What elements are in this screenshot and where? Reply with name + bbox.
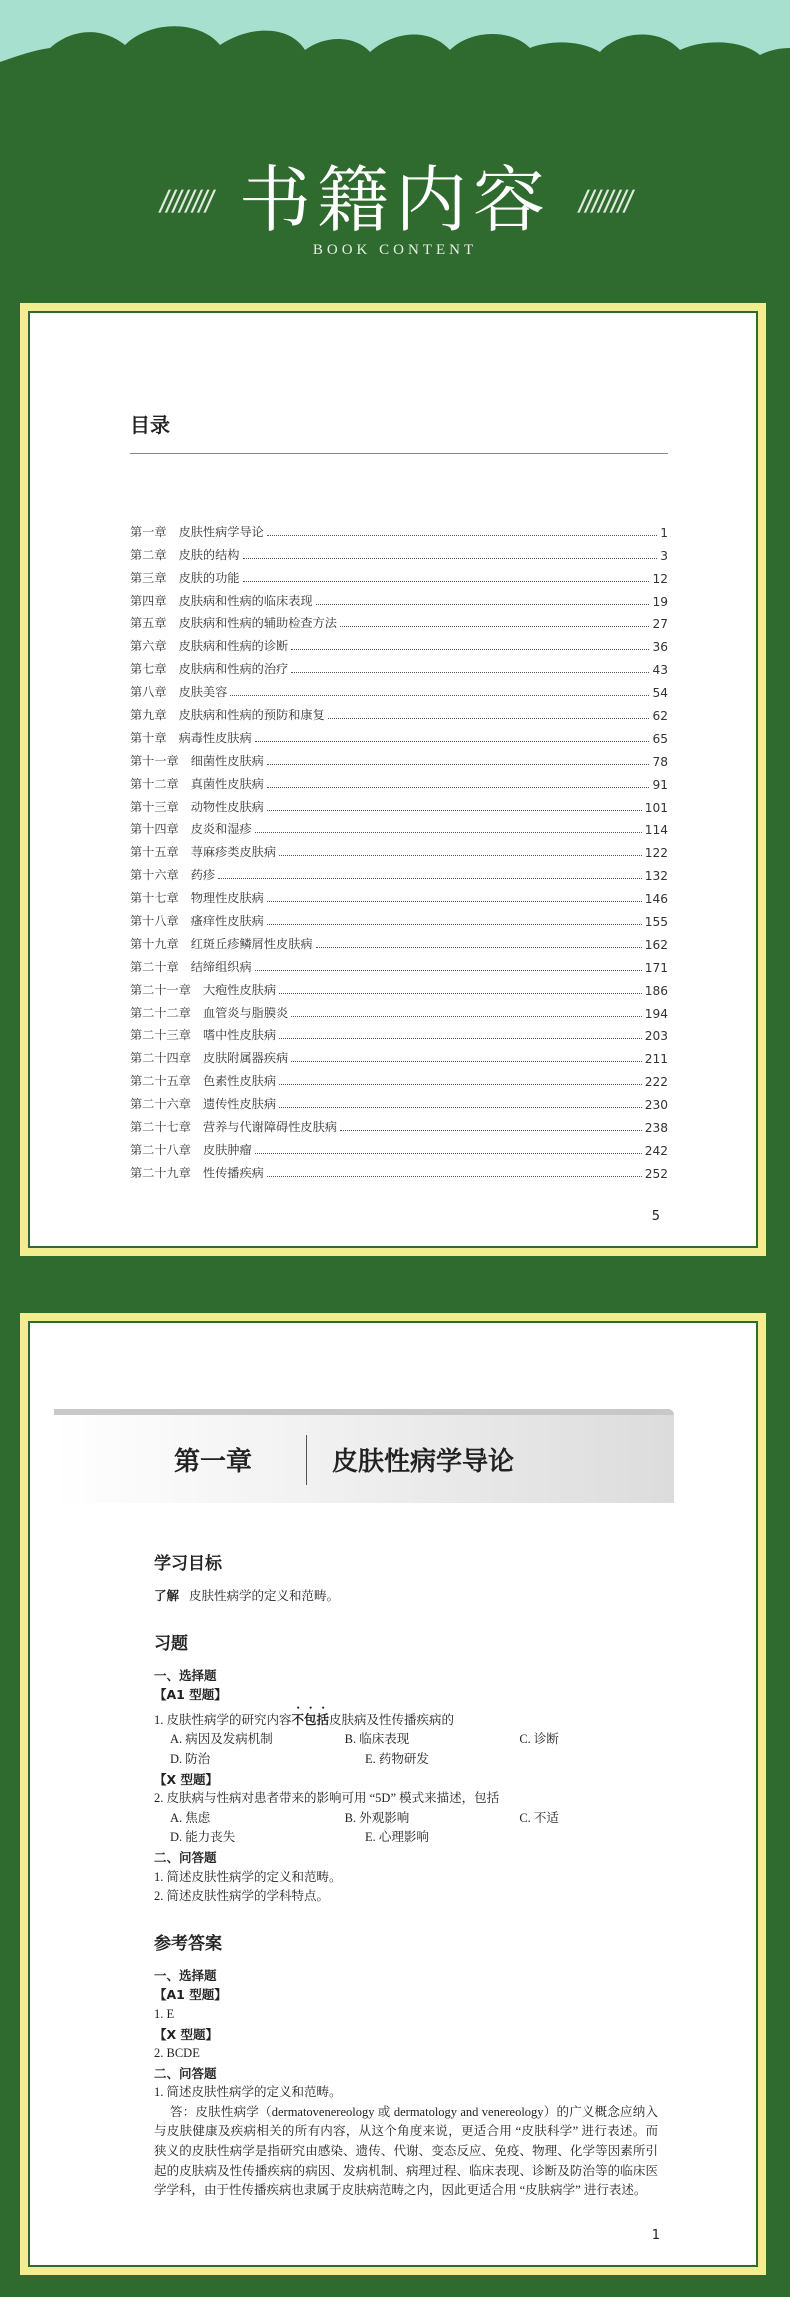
toc-page-ref: 203: [644, 1029, 668, 1044]
toc-chapter-title: 营养与代谢障碍性皮肤病: [202, 1120, 337, 1135]
toc-item: [130, 1043, 668, 1066]
goals-heading: 学习目标: [154, 1554, 222, 1574]
toc-page-ref: 12: [652, 571, 668, 586]
answer-paragraph: 答：皮肤性病学（dermatovenereology 或 dermatology and venereology）的广义概念应纳入与皮肤健康及疾病相关的所有内容，从这个角度来说，更适合用 “皮肤科学” 进行表述。而狭义的皮肤性病学是指研究由感染、遗传、代谢、变态反应、免疫、物理、化学等因素所引起的皮肤病及性传播疾病的病因、发病机制、病理过程、临床表现、诊断及防治等的临床医学学科，由于性传播疾病也隶属于皮肤病范畴之内，因此更适合用 “皮肤病学” 进行表述。: [154, 2104, 658, 2198]
toc-chapter-number: 第十四章: [130, 822, 179, 837]
toc-page-ref: 122: [644, 846, 668, 861]
toc-dot-leader: [255, 832, 642, 833]
toc-item: [130, 1066, 668, 1089]
toc-dot-leader: [267, 924, 642, 925]
slash-decoration-left: ////////: [157, 183, 214, 217]
toc-page-ref: 78: [652, 754, 668, 769]
goal-line: [154, 1586, 694, 1607]
toc-chapter-title: 皮肤的结构: [178, 547, 240, 562]
toc-page-ref: 65: [652, 731, 668, 746]
toc-item: [130, 906, 668, 929]
toc-chapter-title: 皮肤的功能: [178, 570, 240, 585]
toc-page-ref: 222: [644, 1075, 668, 1090]
toc-item: [130, 883, 668, 906]
toc-page-ref: 194: [644, 1006, 668, 1021]
toc-dot-leader: [243, 558, 658, 559]
toc-dot-leader: [291, 672, 649, 673]
toc-page-ref: 132: [644, 869, 668, 884]
question-2-options-row-1: [154, 1809, 694, 1829]
toc-dot-leader: [255, 741, 650, 742]
toc-chapter-number: 第十八章: [130, 914, 179, 929]
answer-qa-heading: 二、问答题: [154, 2065, 217, 2081]
toc-chapter-number: 第二十八章: [130, 1142, 191, 1157]
toc-chapter-number: 第二十六章: [130, 1097, 191, 1112]
toc-item: [130, 769, 668, 792]
toc-item: [130, 975, 668, 998]
toc-dot-leader: [279, 1038, 642, 1039]
toc-dot-leader: [267, 810, 642, 811]
toc-page-ref: 91: [652, 777, 668, 792]
toc-chapter-title: 色素性皮肤病: [202, 1074, 277, 1089]
question-2-option-c: C. 不适: [519, 1810, 559, 1825]
toc-dot-leader: [279, 855, 642, 856]
answer-x: 2. BCDE: [154, 2046, 200, 2061]
toc-chapter-title: 真菌性皮肤病: [190, 776, 264, 791]
toc-chapter-number: 第十九章: [130, 936, 179, 951]
toc-chapter-title: 皮肤病和性病的诊断: [178, 639, 289, 654]
question-1-option-b: B. 临床表现: [344, 1732, 410, 1747]
toc-item: [130, 837, 668, 860]
toc-page-ref: 54: [652, 686, 668, 701]
toc-dot-leader: [255, 1153, 642, 1154]
toc-dot-leader: [267, 901, 642, 902]
answer-qa-question: 1. 简述皮肤性病学的定义和范畴。: [154, 2085, 342, 2100]
qa-item-2: 2. 简述皮肤性病学的学科特点。: [154, 1889, 330, 1904]
question-2-option-e: E. 心理影响: [365, 1830, 429, 1845]
toc-item: [130, 654, 668, 677]
toc-dot-leader: [291, 649, 649, 650]
toc-dot-leader: [316, 947, 642, 948]
toc-chapter-title: 细菌性皮肤病: [190, 753, 264, 768]
page-title: 书籍内容: [238, 158, 551, 242]
toc-dot-leader: [340, 1130, 642, 1131]
question-2-option-d: D. 能力丧失: [170, 1830, 236, 1845]
toc-item: [130, 700, 668, 723]
toc-chapter-title: 皮肤病和性病的预防和康复: [178, 708, 325, 723]
toc-page-ref: 114: [644, 823, 668, 838]
toc-page-ref: 1: [660, 525, 668, 540]
toc-dot-leader: [230, 695, 649, 696]
toc-item: [130, 540, 668, 563]
chapter-title: 皮肤性病学导论: [332, 1447, 515, 1477]
toc-chapter-number: 第二十章: [130, 959, 179, 974]
toc-page-ref: 186: [644, 983, 668, 998]
question-1-emphasis: 不包括: [291, 1711, 330, 1727]
toc-chapter-number: 第一章: [130, 524, 167, 539]
toc-page-ref: 146: [644, 892, 668, 907]
toc-chapter-number: 第十五章: [130, 845, 179, 860]
toc-item: [130, 792, 668, 815]
toc-dot-leader: [291, 1016, 641, 1017]
toc-page-ref: 62: [652, 709, 668, 724]
toc-chapter-number: 第五章: [130, 616, 167, 631]
toc-chapter-number: 第十二章: [130, 776, 179, 791]
toc-page-ref: 238: [644, 1121, 668, 1136]
toc-dot-leader: [291, 1061, 641, 1062]
toc-chapter-number: 第六章: [130, 639, 167, 654]
answer-heading: 参考答案: [154, 1933, 222, 1954]
question-1-options-row-1: [154, 1730, 694, 1750]
toc-item: [130, 677, 668, 700]
question-2-option-b: B. 外观影响: [344, 1810, 410, 1825]
toc-page-ref: 3: [660, 548, 668, 563]
toc-item: [130, 1158, 668, 1181]
toc-chapter-number: 第十三章: [130, 799, 179, 814]
chapter-content: [154, 1549, 694, 2201]
toc-dot-leader: [267, 787, 650, 788]
toc-page-ref: 211: [644, 1052, 668, 1067]
question-2-options-row-2: [154, 1828, 694, 1848]
toc-divider: [130, 453, 668, 454]
toc-dot-leader: [255, 970, 642, 971]
toc-page-ref: 155: [644, 915, 668, 930]
toc-item: [130, 1021, 668, 1044]
chapter-divider: [306, 1435, 307, 1485]
toc-chapter-number: 第三章: [130, 570, 167, 585]
toc-chapter-title: 皮炎和湿疹: [190, 822, 252, 837]
toc-dot-leader: [267, 764, 650, 765]
toc-page-ref: 252: [644, 1166, 668, 1181]
chapter-page-frame: [20, 1313, 766, 2275]
toc-heading: 目录: [130, 413, 170, 437]
toc-chapter-title: 皮肤附属器疾病: [202, 1051, 289, 1066]
chapter-label: 第一章: [174, 1447, 253, 1477]
question-1: [154, 1705, 694, 1731]
toc-dot-leader: [279, 1107, 642, 1108]
toc-chapter-number: 第十七章: [130, 891, 179, 906]
toc-chapter-title: 病毒性皮肤病: [178, 730, 252, 745]
toc-chapter-title: 动物性皮肤病: [190, 799, 264, 814]
toc-item: [130, 860, 668, 883]
toc-chapter-title: 瘙痒性皮肤病: [190, 914, 264, 929]
toc-page-ref: 43: [652, 663, 668, 678]
toc-chapter-number: 第十六章: [130, 868, 179, 883]
toc-dot-leader: [340, 626, 649, 627]
toc-item: [130, 723, 668, 746]
toc-page-ref: 101: [644, 800, 668, 815]
answer-a1-heading: 【A1 型题】: [154, 1987, 227, 2003]
toc-chapter-title: 皮肤肿瘤: [202, 1142, 252, 1157]
x-heading: 【X 型题】: [154, 1771, 218, 1787]
toc-chapter-title: 嗜中性皮肤病: [202, 1028, 277, 1043]
toc-chapter-number: 第七章: [130, 662, 167, 677]
toc-chapter-number: 第二章: [130, 547, 167, 562]
toc-chapter-title: 红斑丘疹鳞屑性皮肤病: [190, 936, 313, 951]
question-2-option-a: A. 焦虑: [170, 1810, 211, 1825]
toc-item: [130, 517, 668, 540]
question-1-options-row-2: [154, 1750, 694, 1770]
answer-mcq-heading: 一、选择题: [154, 1967, 217, 1983]
goal-text: 皮肤性病学的定义和范畴。: [189, 1589, 340, 1603]
toc-list: [130, 517, 668, 1181]
toc-item: [130, 998, 668, 1021]
top-wave-decoration: [0, 0, 790, 90]
slash-decoration-right: ////////: [576, 183, 633, 217]
toc-item: [130, 952, 668, 975]
toc-chapter-title: 皮肤病和性病的治疗: [178, 662, 289, 677]
toc-chapter-title: 大疱性皮肤病: [202, 982, 277, 997]
toc-chapter-title: 皮肤病和性病的辅助检查方法: [178, 616, 337, 631]
a1-heading: 【A1 型题】: [154, 1687, 227, 1703]
goal-label: 了解: [154, 1588, 180, 1603]
toc-item: [130, 746, 668, 769]
chapter-page: [28, 1321, 758, 2267]
toc-chapter-number: 第四章: [130, 593, 167, 608]
toc-chapter-title: 皮肤性病学导论: [178, 524, 264, 539]
question-1-option-d: D. 防治: [170, 1751, 211, 1766]
toc-page-ref: 230: [644, 1098, 668, 1113]
answer-x-heading: 【X 型题】: [154, 2026, 218, 2042]
toc-chapter-number: 第二十七章: [130, 1120, 191, 1135]
qa-heading: 二、问答题: [154, 1849, 217, 1865]
toc-dot-leader: [267, 535, 657, 536]
toc-item: [130, 563, 668, 586]
chapter-page-number: 1: [651, 2228, 660, 2243]
toc-item: [130, 609, 668, 632]
question-1-option-e: E. 药物研发: [365, 1751, 429, 1766]
toc-chapter-title: 性传播疾病: [202, 1165, 264, 1180]
toc-page-ref: 242: [644, 1143, 668, 1158]
toc-chapter-number: 第九章: [130, 708, 167, 723]
qa-item-1: 1. 简述皮肤性病学的定义和范畴。: [154, 1869, 342, 1884]
book-content-header: [0, 160, 790, 259]
toc-page: [28, 311, 758, 1248]
question-1-suffix: 皮肤病及性传播疾病的: [329, 1712, 455, 1727]
toc-chapter-number: 第二十一章: [130, 982, 191, 997]
toc-chapter-title: 药疹: [190, 868, 216, 883]
toc-dot-leader: [279, 993, 642, 994]
toc-item: [130, 586, 668, 609]
answer-a1: 1. E: [154, 2006, 175, 2021]
question-1-option-c: C. 诊断: [519, 1732, 559, 1747]
toc-chapter-number: 第二十九章: [130, 1165, 191, 1180]
toc-chapter-title: 遗传性皮肤病: [202, 1097, 277, 1112]
toc-chapter-number: 第十一章: [130, 753, 179, 768]
toc-dot-leader: [267, 1176, 642, 1177]
toc-chapter-title: 血管炎与脂膜炎: [202, 1005, 289, 1020]
toc-page-ref: 162: [644, 937, 668, 952]
chapter-banner: [54, 1409, 674, 1503]
toc-chapter-title: 物理性皮肤病: [190, 891, 264, 906]
toc-dot-leader: [316, 604, 650, 605]
toc-chapter-number: 第二十四章: [130, 1051, 191, 1066]
toc-chapter-title: 结缔组织病: [190, 959, 252, 974]
exercise-heading: 习题: [154, 1633, 188, 1654]
question-1-prefix: 1. 皮肤性病学的研究内容: [154, 1712, 292, 1727]
toc-item: [130, 1135, 668, 1158]
toc-chapter-number: 第八章: [130, 685, 167, 700]
toc-chapter-title: 皮肤美容: [178, 685, 228, 700]
toc-item: [130, 631, 668, 654]
question-2: 2. 皮肤病与性病对患者带来的影响可用 “5D” 模式来描述，包括: [154, 1791, 500, 1806]
toc-page-ref: 19: [652, 594, 668, 609]
toc-chapter-title: 荨麻疹类皮肤病: [190, 845, 277, 860]
page-subtitle: BOOK CONTENT: [312, 242, 478, 258]
toc-item: [130, 815, 668, 838]
toc-dot-leader: [243, 581, 650, 582]
toc-item: [130, 1089, 668, 1112]
toc-chapter-number: 第二十五章: [130, 1074, 191, 1089]
toc-chapter-title: 皮肤病和性病的临床表现: [178, 593, 313, 608]
toc-chapter-number: 第二十三章: [130, 1028, 191, 1043]
toc-dot-leader: [279, 1084, 642, 1085]
toc-item: [130, 929, 668, 952]
toc-page-ref: 36: [652, 640, 668, 655]
toc-item: [130, 1112, 668, 1135]
toc-page-frame: [20, 303, 766, 1256]
question-1-option-a: A. 病因及发病机制: [170, 1732, 273, 1747]
toc-page-number: 5: [651, 1209, 660, 1224]
toc-chapter-number: 第十章: [130, 730, 167, 745]
toc-page-ref: 171: [644, 960, 668, 975]
toc-page-ref: 27: [652, 617, 668, 632]
toc-chapter-number: 第二十二章: [130, 1005, 191, 1020]
toc-dot-leader: [328, 718, 650, 719]
mcq-heading: 一、选择题: [154, 1667, 217, 1683]
toc-dot-leader: [218, 878, 642, 879]
